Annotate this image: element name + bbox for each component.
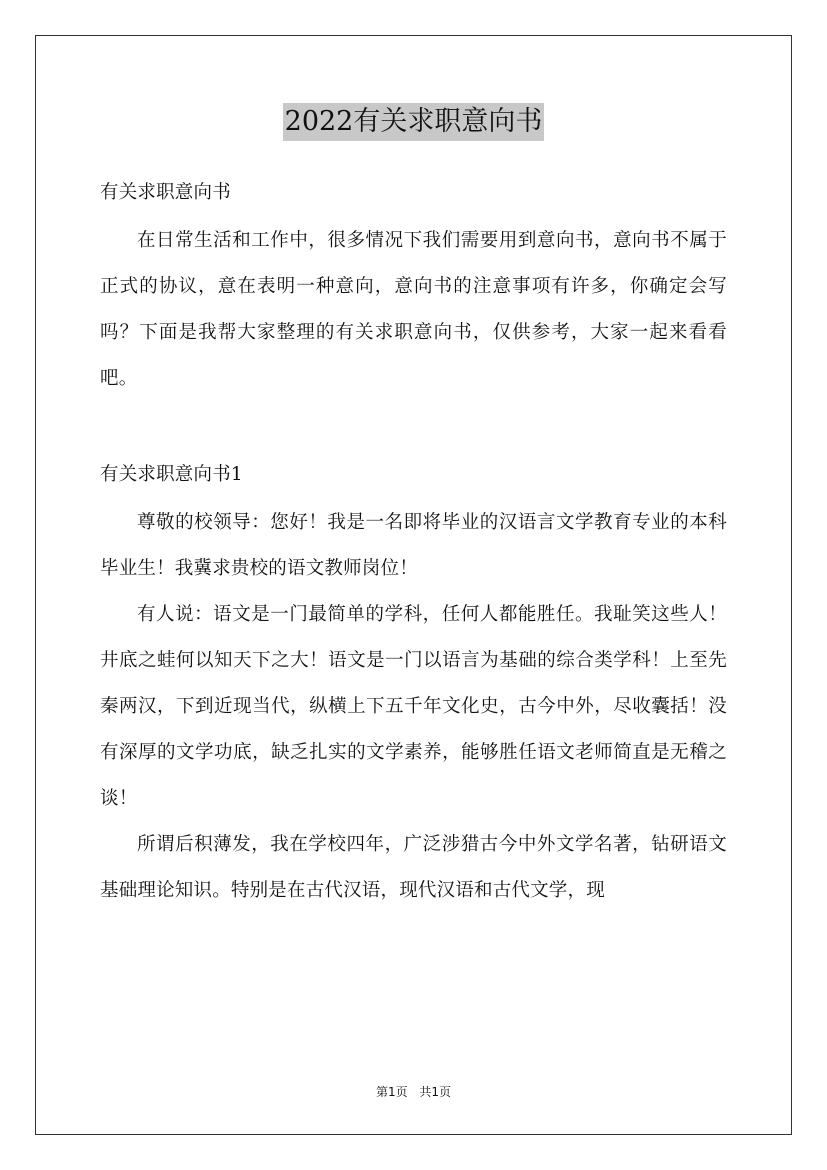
section-heading: 有关求职意向书 bbox=[100, 182, 231, 203]
section-spacer bbox=[100, 402, 727, 452]
paragraph: 有人说：语文是一门最简单的学科，任何人都能胜任。我耻笑这些人！井底之蛙何以知天下之大！语文是一门以语言为基础的综合类学科！上至先秦两汉，下到近现当代，纵横上下五千年文化史，古今中外，尽收囊括！没有深厚的文学功底，缺乏扎实的文学素养，能够胜任语文老师简直是无稽之谈！ bbox=[100, 604, 727, 809]
page-footer bbox=[0, 1084, 827, 1100]
paragraph: 所谓后积薄发，我在学校四年，广泛涉猎古今中外文学名著，钻研语文基础理论知识。特别是在古代汉语，现代汉语和古代文学，现 bbox=[100, 834, 727, 901]
paragraph: 尊敬的校领导：您好！我是一名即将毕业的汉语言文学教育专业的本科毕业生！我冀求贵校的语文教师岗位！ bbox=[100, 512, 727, 579]
paragraph: 在日常生活和工作中，很多情况下我们需要用到意向书，意向书不属于正式的协议，意在表明一种意向，意向书的注意事项有许多，你确定会写吗？下面是我帮大家整理的有关求职意向书，仅供参考，大家一起来看看吧。 bbox=[100, 230, 727, 389]
page-number: 第1页 bbox=[375, 1085, 408, 1099]
page-total: 共1页 bbox=[419, 1085, 452, 1099]
title-container bbox=[0, 103, 827, 141]
document-title: 2022有关求职意向书 bbox=[283, 103, 545, 141]
document-body bbox=[100, 170, 727, 914]
section-heading: 有关求职意向书1 bbox=[100, 464, 243, 485]
